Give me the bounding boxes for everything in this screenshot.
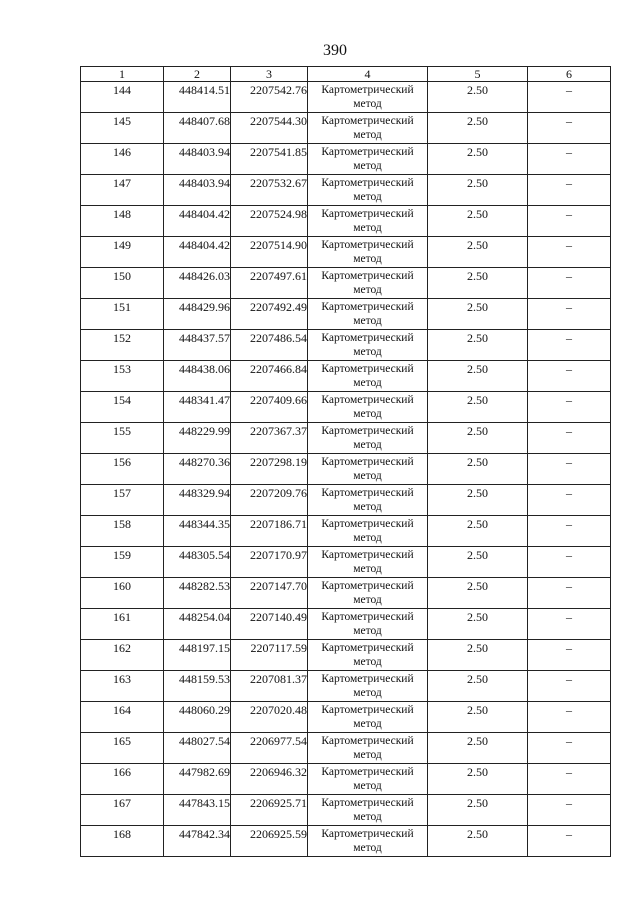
description-cell: – (528, 702, 611, 733)
x-coordinate-cell: 448404.42 (164, 237, 231, 268)
accuracy-cell: 2.50 (428, 454, 528, 485)
column-header-x: 2 (164, 67, 231, 82)
table-row (81, 547, 611, 578)
description-cell: – (528, 764, 611, 795)
description-cell: – (528, 237, 611, 268)
page-number: 390 (323, 42, 347, 59)
point-number-cell: 145 (81, 113, 164, 144)
description-cell: – (528, 392, 611, 423)
x-coordinate-cell: 448344.35 (164, 516, 231, 547)
point-number-cell: 144 (81, 82, 164, 113)
method-cell: Картометрический метод (308, 609, 428, 640)
accuracy-cell: 2.50 (428, 392, 528, 423)
accuracy-cell: 2.50 (428, 237, 528, 268)
accuracy-cell: 2.50 (428, 423, 528, 454)
method-cell: Картометрический метод (308, 454, 428, 485)
point-number-cell: 159 (81, 547, 164, 578)
x-coordinate-cell: 448414.51 (164, 82, 231, 113)
y-coordinate-cell: 2207514.90 (231, 237, 308, 268)
method-cell: Картометрический метод (308, 361, 428, 392)
method-cell: Картометрический метод (308, 826, 428, 857)
x-coordinate-cell: 448229.99 (164, 423, 231, 454)
table-row (81, 268, 611, 299)
y-coordinate-cell: 2207532.67 (231, 175, 308, 206)
x-coordinate-cell: 448429.96 (164, 299, 231, 330)
coordinates-table (80, 66, 611, 857)
accuracy-cell: 2.50 (428, 640, 528, 671)
method-cell: Картометрический метод (308, 237, 428, 268)
method-cell: Картометрический метод (308, 392, 428, 423)
description-cell: – (528, 826, 611, 857)
description-cell: – (528, 578, 611, 609)
method-cell: Картометрический метод (308, 113, 428, 144)
accuracy-cell: 2.50 (428, 826, 528, 857)
accuracy-cell: 2.50 (428, 485, 528, 516)
table-row (81, 299, 611, 330)
point-number-cell: 151 (81, 299, 164, 330)
method-cell: Картометрический метод (308, 330, 428, 361)
table-row (81, 826, 611, 857)
y-coordinate-cell: 2207492.49 (231, 299, 308, 330)
accuracy-cell: 2.50 (428, 175, 528, 206)
y-coordinate-cell: 2207117.59 (231, 640, 308, 671)
y-coordinate-cell: 2207466.84 (231, 361, 308, 392)
method-cell: Картометрический метод (308, 764, 428, 795)
y-coordinate-cell: 2207081.37 (231, 671, 308, 702)
method-cell: Картометрический метод (308, 144, 428, 175)
point-number-cell: 162 (81, 640, 164, 671)
description-cell: – (528, 795, 611, 826)
table-row (81, 764, 611, 795)
description-cell: – (528, 733, 611, 764)
point-number-cell: 156 (81, 454, 164, 485)
y-coordinate-cell: 2207524.98 (231, 206, 308, 237)
y-coordinate-cell: 2207140.49 (231, 609, 308, 640)
point-number-cell: 157 (81, 485, 164, 516)
accuracy-cell: 2.50 (428, 330, 528, 361)
accuracy-cell: 2.50 (428, 733, 528, 764)
x-coordinate-cell: 448159.53 (164, 671, 231, 702)
accuracy-cell: 2.50 (428, 268, 528, 299)
description-cell: – (528, 485, 611, 516)
point-number-cell: 167 (81, 795, 164, 826)
description-cell: – (528, 113, 611, 144)
table-row (81, 361, 611, 392)
point-number-cell: 161 (81, 609, 164, 640)
point-number-cell: 155 (81, 423, 164, 454)
point-number-cell: 153 (81, 361, 164, 392)
method-cell: Картометрический метод (308, 423, 428, 454)
x-coordinate-cell: 447843.15 (164, 795, 231, 826)
column-header-y: 3 (231, 67, 308, 82)
column-header-description: 6 (528, 67, 611, 82)
x-coordinate-cell: 448197.15 (164, 640, 231, 671)
point-number-cell: 166 (81, 764, 164, 795)
x-coordinate-cell: 448329.94 (164, 485, 231, 516)
table-row (81, 144, 611, 175)
description-cell: – (528, 516, 611, 547)
y-coordinate-cell: 2207170.97 (231, 547, 308, 578)
description-cell: – (528, 454, 611, 485)
table-row (81, 82, 611, 113)
description-cell: – (528, 206, 611, 237)
method-cell: Картометрический метод (308, 516, 428, 547)
method-cell: Картометрический метод (308, 795, 428, 826)
accuracy-cell: 2.50 (428, 702, 528, 733)
description-cell: – (528, 175, 611, 206)
table-row (81, 733, 611, 764)
accuracy-cell: 2.50 (428, 795, 528, 826)
y-coordinate-cell: 2207020.48 (231, 702, 308, 733)
table-row (81, 578, 611, 609)
point-number-cell: 147 (81, 175, 164, 206)
method-cell: Картометрический метод (308, 578, 428, 609)
y-coordinate-cell: 2207542.76 (231, 82, 308, 113)
x-coordinate-cell: 447842.34 (164, 826, 231, 857)
x-coordinate-cell: 448027.54 (164, 733, 231, 764)
y-coordinate-cell: 2206946.32 (231, 764, 308, 795)
method-cell: Картометрический метод (308, 268, 428, 299)
y-coordinate-cell: 2207486.54 (231, 330, 308, 361)
column-header-point-number: 1 (81, 67, 164, 82)
method-cell: Картометрический метод (308, 175, 428, 206)
table-row (81, 175, 611, 206)
x-coordinate-cell: 448404.42 (164, 206, 231, 237)
x-coordinate-cell: 447982.69 (164, 764, 231, 795)
table-row (81, 423, 611, 454)
accuracy-cell: 2.50 (428, 516, 528, 547)
x-coordinate-cell: 448270.36 (164, 454, 231, 485)
y-coordinate-cell: 2207409.66 (231, 392, 308, 423)
x-coordinate-cell: 448438.06 (164, 361, 231, 392)
description-cell: – (528, 423, 611, 454)
y-coordinate-cell: 2207541.85 (231, 144, 308, 175)
method-cell: Картометрический метод (308, 299, 428, 330)
point-number-cell: 163 (81, 671, 164, 702)
point-number-cell: 146 (81, 144, 164, 175)
point-number-cell: 149 (81, 237, 164, 268)
point-number-cell: 152 (81, 330, 164, 361)
table-row (81, 113, 611, 144)
accuracy-cell: 2.50 (428, 361, 528, 392)
method-cell: Картометрический метод (308, 206, 428, 237)
description-cell: – (528, 361, 611, 392)
accuracy-cell: 2.50 (428, 764, 528, 795)
table-row (81, 454, 611, 485)
accuracy-cell: 2.50 (428, 578, 528, 609)
column-header-method: 4 (308, 67, 428, 82)
table-body (81, 82, 611, 857)
y-coordinate-cell: 2206925.71 (231, 795, 308, 826)
table-row (81, 795, 611, 826)
method-cell: Картометрический метод (308, 733, 428, 764)
x-coordinate-cell: 448305.54 (164, 547, 231, 578)
description-cell: – (528, 671, 611, 702)
table-row (81, 671, 611, 702)
description-cell: – (528, 330, 611, 361)
column-header-accuracy: 5 (428, 67, 528, 82)
accuracy-cell: 2.50 (428, 144, 528, 175)
y-coordinate-cell: 2207147.70 (231, 578, 308, 609)
y-coordinate-cell: 2206977.54 (231, 733, 308, 764)
x-coordinate-cell: 448437.57 (164, 330, 231, 361)
accuracy-cell: 2.50 (428, 609, 528, 640)
table-row (81, 640, 611, 671)
point-number-cell: 148 (81, 206, 164, 237)
point-number-cell: 160 (81, 578, 164, 609)
description-cell: – (528, 144, 611, 175)
table-row (81, 206, 611, 237)
accuracy-cell: 2.50 (428, 547, 528, 578)
y-coordinate-cell: 2206925.59 (231, 826, 308, 857)
table-row (81, 485, 611, 516)
point-number-cell: 154 (81, 392, 164, 423)
accuracy-cell: 2.50 (428, 206, 528, 237)
y-coordinate-cell: 2207209.76 (231, 485, 308, 516)
description-cell: – (528, 609, 611, 640)
header-row (81, 67, 611, 82)
y-coordinate-cell: 2207367.37 (231, 423, 308, 454)
accuracy-cell: 2.50 (428, 671, 528, 702)
table-row (81, 392, 611, 423)
description-cell: – (528, 547, 611, 578)
y-coordinate-cell: 2207497.61 (231, 268, 308, 299)
method-cell: Картометрический метод (308, 640, 428, 671)
method-cell: Картометрический метод (308, 671, 428, 702)
method-cell: Картометрический метод (308, 547, 428, 578)
table-row (81, 702, 611, 733)
y-coordinate-cell: 2207298.19 (231, 454, 308, 485)
point-number-cell: 165 (81, 733, 164, 764)
method-cell: Картометрический метод (308, 82, 428, 113)
x-coordinate-cell: 448282.53 (164, 578, 231, 609)
table-row (81, 237, 611, 268)
description-cell: – (528, 640, 611, 671)
x-coordinate-cell: 448060.29 (164, 702, 231, 733)
accuracy-cell: 2.50 (428, 299, 528, 330)
table-row (81, 330, 611, 361)
point-number-cell: 150 (81, 268, 164, 299)
y-coordinate-cell: 2207544.30 (231, 113, 308, 144)
y-coordinate-cell: 2207186.71 (231, 516, 308, 547)
point-number-cell: 168 (81, 826, 164, 857)
description-cell: – (528, 299, 611, 330)
x-coordinate-cell: 448403.94 (164, 175, 231, 206)
table-row (81, 609, 611, 640)
x-coordinate-cell: 448403.94 (164, 144, 231, 175)
table-row (81, 516, 611, 547)
description-cell: – (528, 268, 611, 299)
x-coordinate-cell: 448341.47 (164, 392, 231, 423)
method-cell: Картометрический метод (308, 485, 428, 516)
method-cell: Картометрический метод (308, 702, 428, 733)
point-number-cell: 164 (81, 702, 164, 733)
x-coordinate-cell: 448407.68 (164, 113, 231, 144)
accuracy-cell: 2.50 (428, 113, 528, 144)
x-coordinate-cell: 448426.03 (164, 268, 231, 299)
accuracy-cell: 2.50 (428, 82, 528, 113)
description-cell: – (528, 82, 611, 113)
x-coordinate-cell: 448254.04 (164, 609, 231, 640)
point-number-cell: 158 (81, 516, 164, 547)
